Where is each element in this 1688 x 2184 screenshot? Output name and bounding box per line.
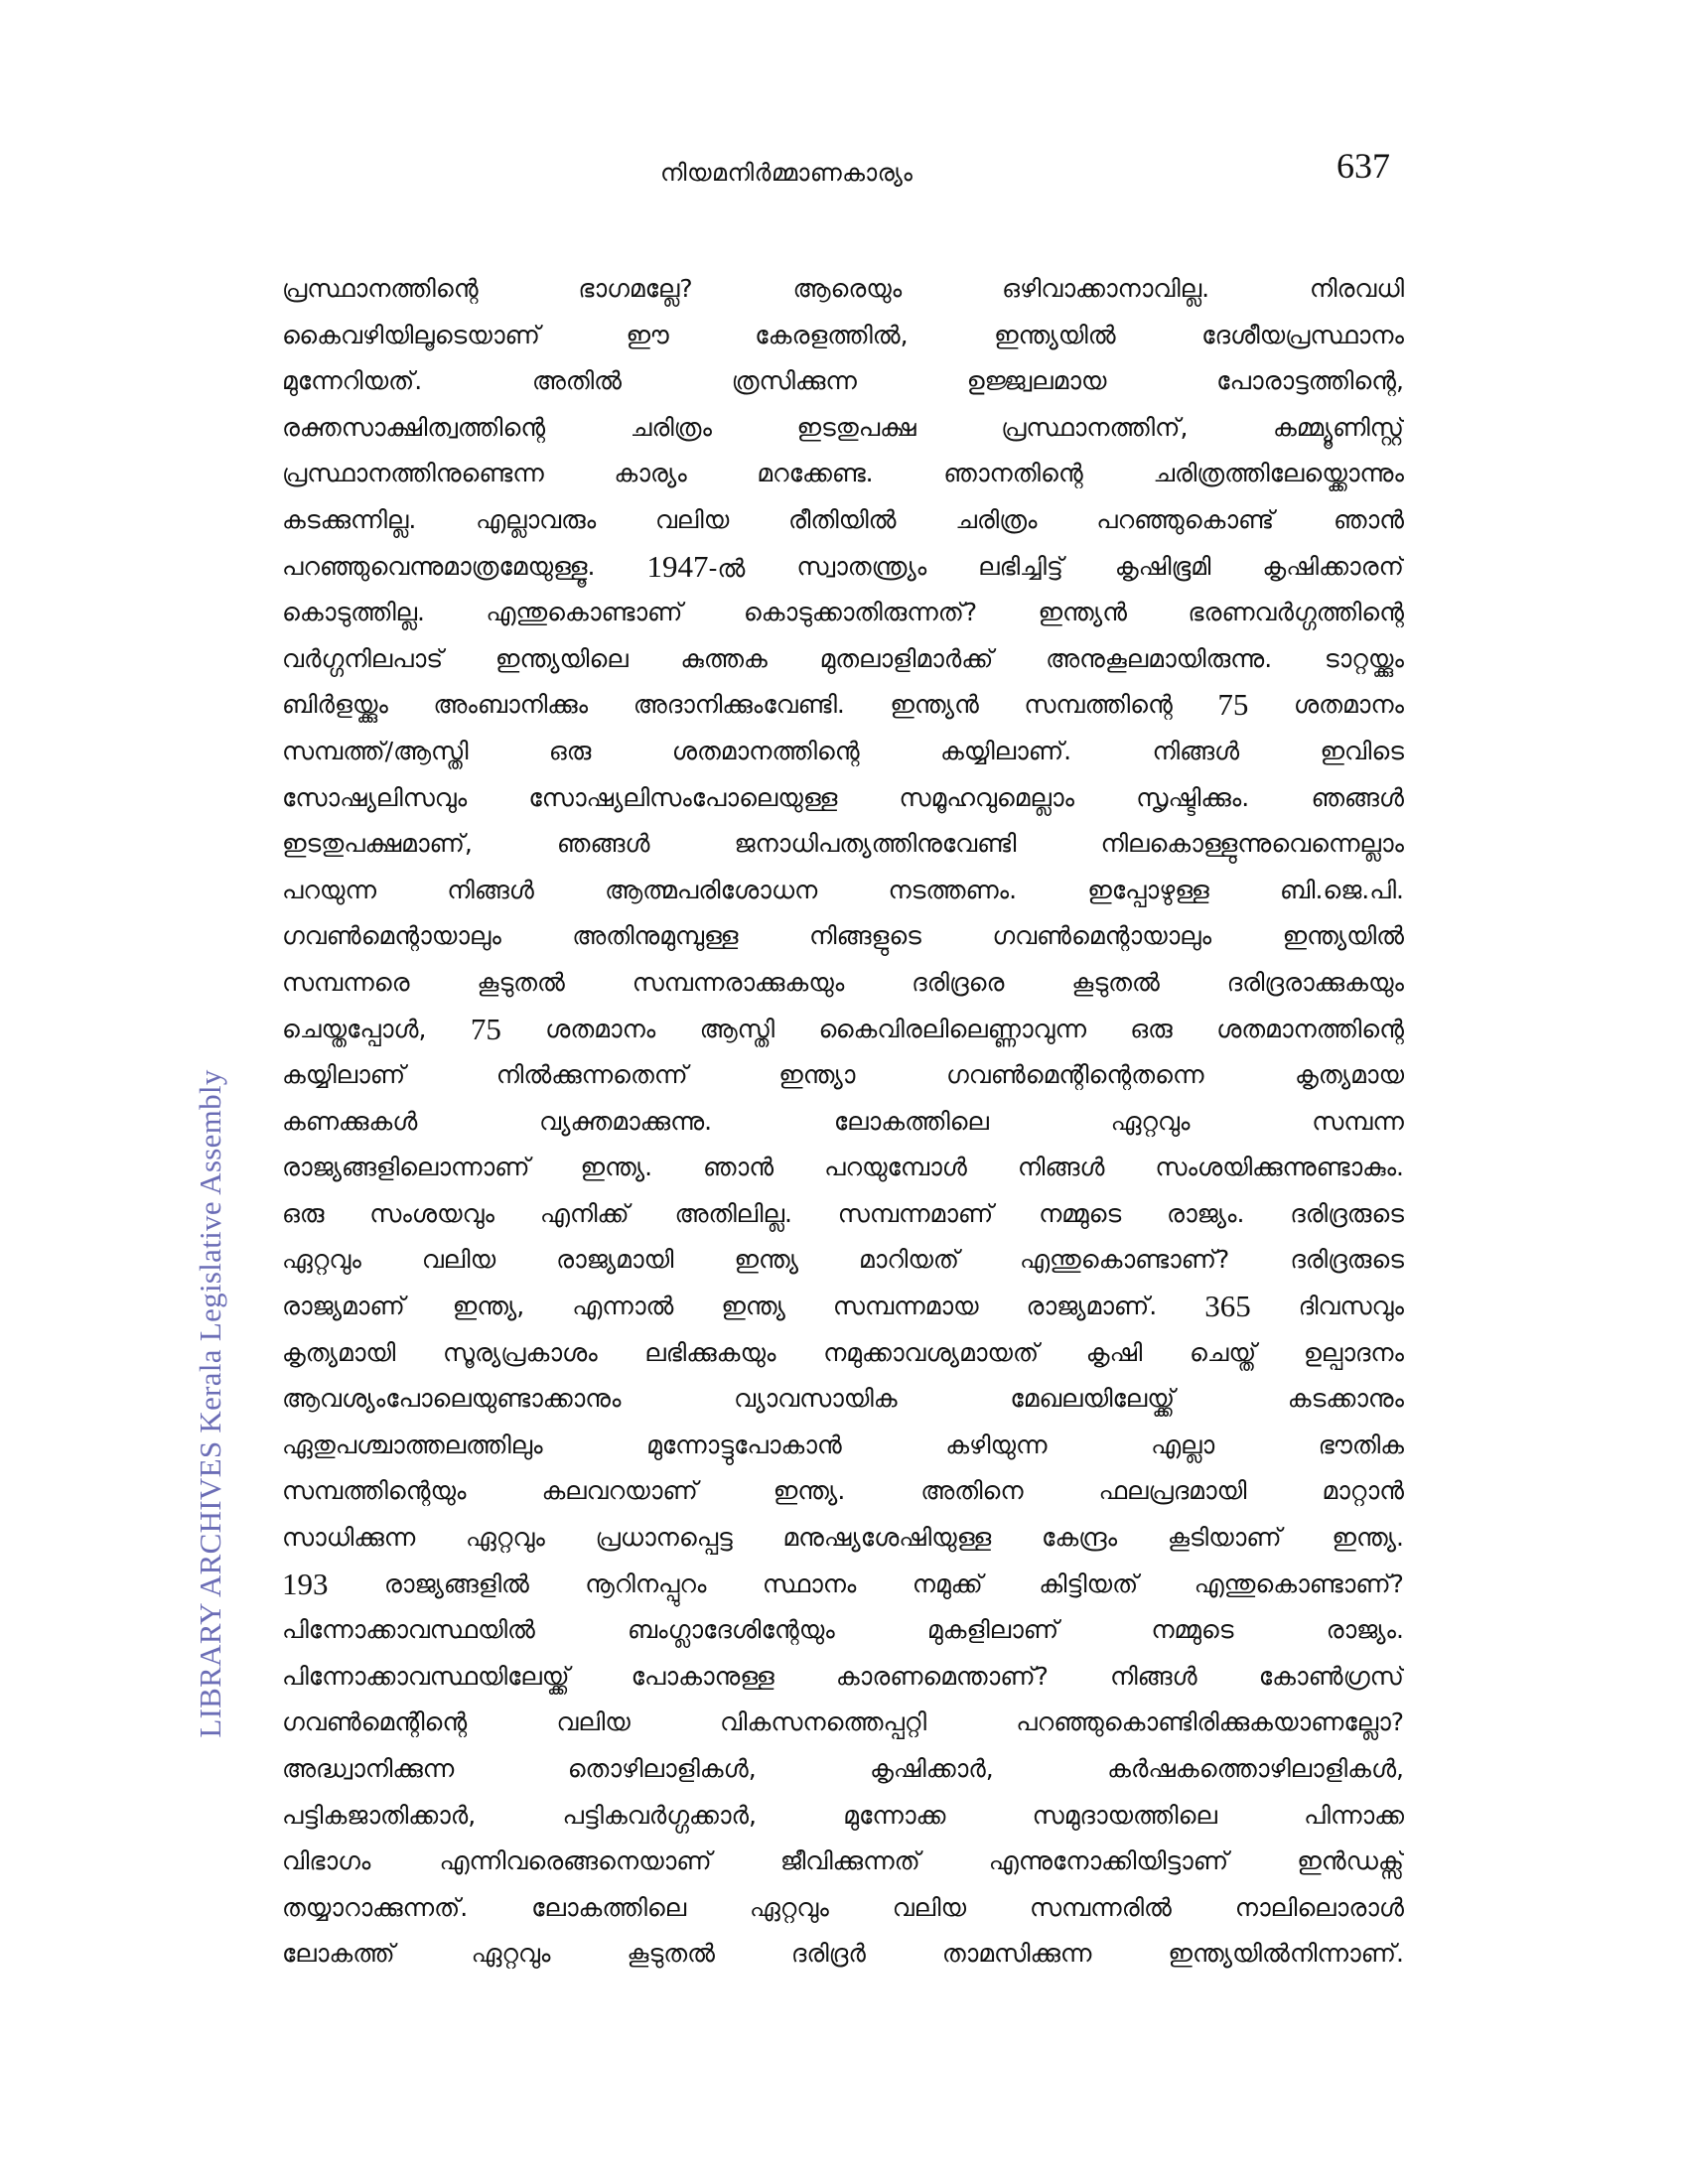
text-line: സോഷ്യലിസവും സോഷ്യലിസംപോലെയുള്ള സമൂഹവുമെല്ലാം സൃഷ്ടിക്കും. ഞങ്ങൾ (282, 782, 1404, 812)
text-line: വർഗ്ഗനിലപാട് ഇന്ത്യയിലെ കുത്തക മുതലാളിമാർക്ക് അനുകൂലമായിരുന്നു. ടാറ്റയ്ക്കും (282, 643, 1404, 673)
text-line: ഏതുപശ്ചാത്തലത്തിലും മുന്നോട്ടുപോകാൻ കഴിയുന്ന എല്ലാ ഭൗതിക (282, 1430, 1404, 1459)
text-line: ആവശ്യംപോലെയുണ്ടാക്കാനും വ്യാവസായിക മേഖലയിലേയ്ക്ക് കടക്കാനും (282, 1384, 1404, 1414)
text-line: മുന്നേറിയത്. അതിൽ ത്രസിക്കുന്ന ഉജ്ജ്വലമായ പോരാട്ടത്തിന്റെ, (282, 366, 1404, 396)
text-line: ലോകത്ത് ഏറ്റവും കൂടുതൽ ദരിദ്രർ താമസിക്കുന്ന ഇന്ത്യയിൽനിന്നാണ്. (282, 1939, 1404, 1969)
text-line: ഒരു സംശയവും എനിക്ക് അതിലില്ല. സമ്പന്നമാണ് നമ്മുടെ രാജ്യം. ദരിദ്രരുടെ (282, 1198, 1404, 1228)
text-line: പട്ടികജാതിക്കാർ, പട്ടികവർഗ്ഗക്കാർ, മുന്നോക്ക സമുദായത്തിലെ പിന്നാക്ക (282, 1800, 1404, 1830)
text-line: വിഭാഗം എന്നിവരെങ്ങനെയാണ് ജീവിക്കുന്നത് എന്നുനോക്കിയിട്ടാണ് ഇൻഡക്സ് (282, 1846, 1404, 1876)
text-line: സാധിക്കുന്ന ഏറ്റവും പ്രധാനപ്പെട്ട മനുഷ്യശേഷിയുള്ള കേന്ദ്രം കൂടിയാണ് ഇന്ത്യ. (282, 1523, 1404, 1553)
text-line: കണക്കുകൾ വ്യക്തമാക്കുന്നു. ലോകത്തിലെ ഏറ്റവും സമ്പന്ന (282, 1106, 1404, 1136)
text-line: രക്തസാക്ഷിത്വത്തിന്റെ ചരിത്രം ഇടതുപക്ഷ പ്രസ്ഥാനത്തിന്, കമ്മ്യൂണിസ്റ്റ് (282, 412, 1404, 442)
text-line: 193 രാജ്യങ്ങളിൽ നൂറിനപ്പുറം സ്ഥാനം നമുക്ക് കിട്ടിയത് എന്തുകൊണ്ടാണ്? (282, 1566, 1404, 1601)
text-line: ഗവൺമെന്റായാലും അതിനുമുമ്പുള്ള നിങ്ങളുടെ ഗവൺമെന്റായാലും ഇന്ത്യയിൽ (282, 921, 1404, 951)
text-line: പിന്നോക്കാവസ്ഥയിൽ ബംഗ്ലാദേശിന്റേയും മുകളിലാണ് നമ്മുടെ രാജ്യം. (282, 1615, 1404, 1645)
text-line: കൊടുത്തില്ല. എന്തുകൊണ്ടാണ് കൊടുക്കാതിരുന്നത്? ഇന്ത്യൻ ഭരണവർഗ്ഗത്തിന്റെ (282, 598, 1404, 627)
text-line: കയ്യിലാണ് നിൽക്കുന്നതെന്ന് ഇന്ത്യാ ഗവൺമെന്റിന്റെതന്നെ കൃത്യമായ (282, 1060, 1404, 1090)
text-line: കൈവഴിയിലൂടെയാണ് ഈ കേരളത്തിൽ, ഇന്ത്യയിൽ ദേശീയപ്രസ്ഥാനം (282, 320, 1404, 349)
body-text (282, 266, 1404, 1978)
text-line: പ്രസ്ഥാനത്തിന്റെ ഭാഗമല്ലേ? ആരെയും ഒഴിവാക്കാനാവില്ല. നിരവധി (282, 274, 1404, 303)
text-line: രാജ്യമാണ് ഇന്ത്യ, എന്നാൽ ഇന്ത്യ സമ്പന്നമായ രാജ്യമാണ്. 365 ദിവസവും (282, 1289, 1404, 1324)
text-line: അദ്ധ്വാനിക്കുന്ന തൊഴിലാളികൾ, കൃഷിക്കാർ, കർഷകത്തൊഴിലാളികൾ, (282, 1754, 1404, 1783)
running-header: നിയമനിർമ്മാണകാര്യം (660, 159, 914, 187)
text-line: പ്രസ്ഥാനത്തിനുണ്ടെന്ന കാര്യം മറക്കേണ്ട. ഞാനതിന്റെ ചരിത്രത്തിലേയ്ക്കൊന്നും (282, 459, 1404, 488)
text-line: രാജ്യങ്ങളിലൊന്നാണ് ഇന്ത്യ. ഞാൻ പറയുമ്പോൾ നിങ്ങൾ സംശയിക്കുന്നുണ്ടാകും. (282, 1153, 1404, 1182)
text-line: പിന്നോക്കാവസ്ഥയിലേയ്ക്ക് പോകാനുള്ള കാരണമെന്താണ്? നിങ്ങൾ കോൺഗ്രസ് (282, 1661, 1404, 1691)
archive-watermark: LIBRARY ARCHIVES Kerala Legislative Assembly (193, 1069, 227, 1738)
text-line: കടക്കുന്നില്ല. എല്ലാവരും വലിയ രീതിയിൽ ചരിത്രം പറഞ്ഞുകൊണ്ട് ഞാൻ (282, 504, 1404, 534)
text-line: ചെയ്തപ്പോൾ, 75 ശതമാനം ആസ്തി കൈവിരലിലെണ്ണാവുന്ന ഒരു ശതമാനത്തിന്റെ (282, 1011, 1404, 1046)
page-number: 637 (1336, 146, 1390, 186)
text-line: പറയുന്ന നിങ്ങൾ ആത്മപരിശോധന നടത്തണം. ഇപ്പോഴുള്ള ബി.ജെ.പി. (282, 875, 1404, 904)
text-line: പറഞ്ഞുവെന്നുമാത്രമേയുള്ളൂ. 1947-ൽ സ്വാതന്ത്ര്യം ലഭിച്ചിട്ട് കൃഷിഭൂമി കൃഷിക്കാരന് (282, 548, 1404, 584)
text-line: ബിർളയ്ക്കും അംബാനിക്കും അദാനിക്കുംവേണ്ടി. ഇന്ത്യൻ സമ്പത്തിന്റെ 75 ശതമാനം (282, 687, 1404, 723)
text-line: ഇടതുപക്ഷമാണ്, ഞങ്ങൾ ജനാധിപത്യത്തിനുവേണ്ടി നിലകൊള്ളുന്നുവെന്നെല്ലാം (282, 829, 1404, 859)
text-line: കൃത്യമായി സൂര്യപ്രകാശം ലഭിക്കുകയും നമുക്കാവശ്യമായത് കൃഷി ചെയ്ത് ഉല്പാദനം (282, 1337, 1404, 1367)
text-line: തയ്യാറാക്കുന്നത്. ലോകത്തിലെ ഏറ്റവും വലിയ സമ്പന്നരിൽ നാലിലൊരാൾ (282, 1892, 1404, 1922)
text-line: ഗവൺമെന്റിന്റെ വലിയ വികസനത്തെപ്പറ്റി പറഞ്ഞുകൊണ്ടിരിക്കുകയാണല്ലോ? (282, 1707, 1404, 1737)
text-line: സമ്പത്ത്/ആസ്തി ഒരു ശതമാനത്തിന്റെ കയ്യിലാണ്. നിങ്ങൾ ഇവിടെ (282, 736, 1404, 765)
text-line: ഏറ്റവും വലിയ രാജ്യമായി ഇന്ത്യ മാറിയത് എന്തുകൊണ്ടാണ്? ദരിദ്രരുടെ (282, 1245, 1404, 1275)
text-line: സമ്പത്തിന്റെയും കലവറയാണ് ഇന്ത്യ. അതിനെ ഫലപ്രദമായി മാറ്റാൻ (282, 1476, 1404, 1506)
text-line: സമ്പന്നരെ കൂടുതൽ സമ്പന്നരാക്കുകയും ദരിദ്രരെ കൂടുതൽ ദരിദ്രരാക്കുകയും (282, 967, 1404, 997)
